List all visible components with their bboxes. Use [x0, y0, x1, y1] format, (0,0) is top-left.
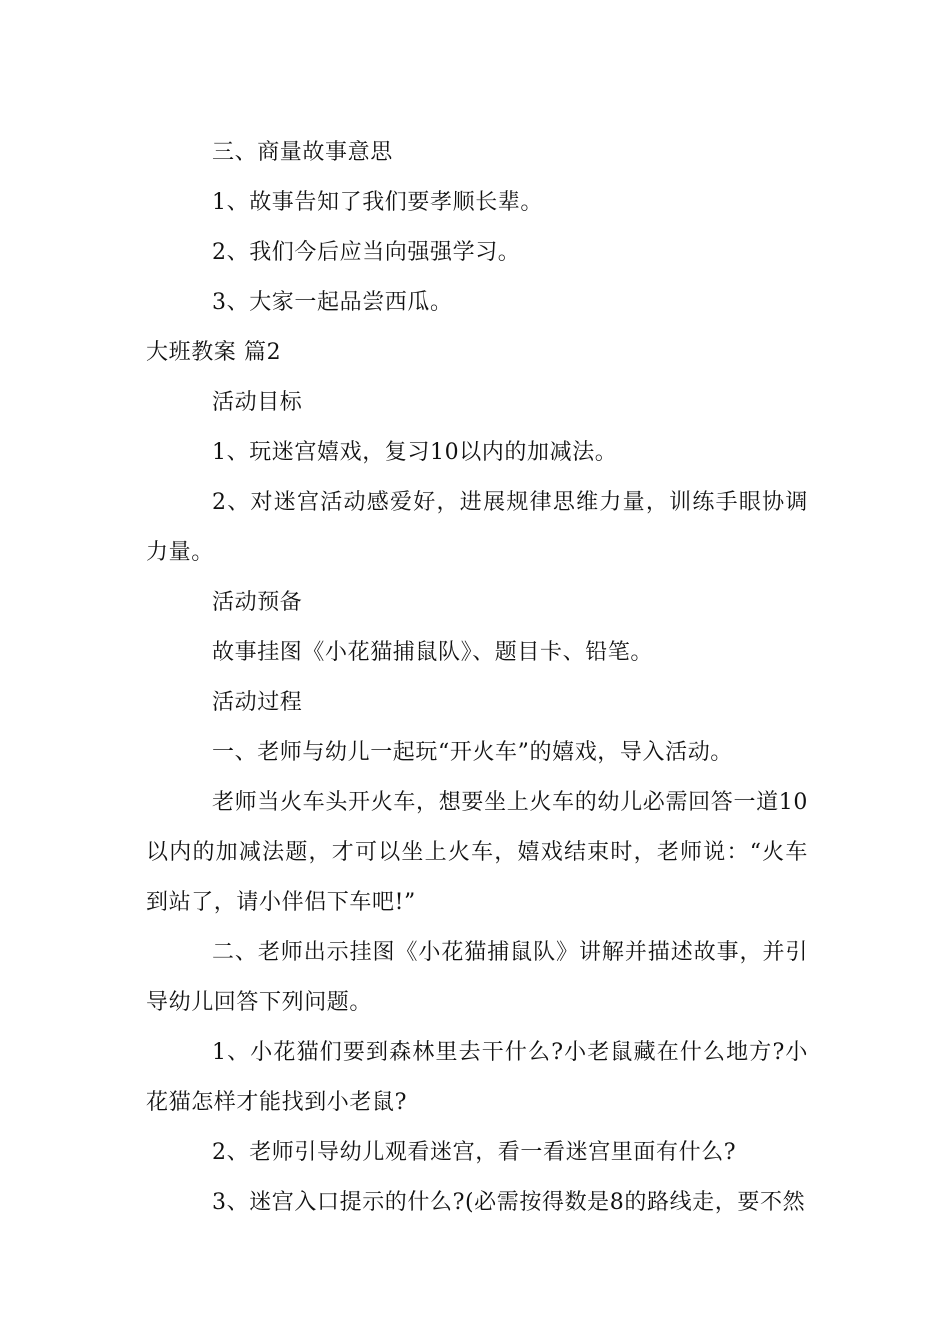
list-item: 2、老师引导幼儿观看迷宫，看一看迷宫里面有什么? [212, 1140, 737, 1165]
list-item: 1、故事告知了我们要孝顺长辈。 [212, 190, 543, 215]
section-heading-discuss: 三、商量故事意思 [212, 140, 393, 165]
paragraph: 老师当火车头开火车，想要坐上火车的幼儿必需回答一道10以内的加减法题，才可以坐上火车，嬉戏结束时，老师说：“火车到站了，请小伴侣下车吧!” [146, 790, 808, 915]
list-item: 3、迷宫入口提示的什么?(必需按得数是8的路线走，要不然 [212, 1190, 806, 1215]
section-heading-goals: 活动目标 [212, 390, 303, 415]
list-item: 1、小花猫们要到森林里去干什么?小老鼠藏在什么地方?小花猫怎样才能找到小老鼠? [146, 1040, 808, 1115]
document-body [146, 128, 808, 1228]
lesson-title: 大班教案 篇2 [146, 340, 282, 365]
list-item: 3、大家一起品尝西瓜。 [212, 290, 453, 315]
section-heading-preparation: 活动预备 [212, 590, 303, 615]
list-item: 2、我们今后应当向强强学习。 [212, 240, 521, 265]
paragraph: 二、老师出示挂图《小花猫捕鼠队》讲解并描述故事，并引导幼儿回答下列问题。 [146, 940, 808, 1015]
list-item: 1、玩迷宫嬉戏，复习10以内的加减法。 [212, 440, 618, 465]
list-item: 2、对迷宫活动感爱好，进展规律思维力量，训练手眼协调力量。 [146, 490, 808, 565]
paragraph: 一、老师与幼儿一起玩“开火车”的嬉戏，导入活动。 [212, 740, 733, 765]
paragraph: 故事挂图《小花猫捕鼠队》、题目卡、铅笔。 [212, 640, 654, 665]
section-heading-process: 活动过程 [212, 690, 303, 715]
